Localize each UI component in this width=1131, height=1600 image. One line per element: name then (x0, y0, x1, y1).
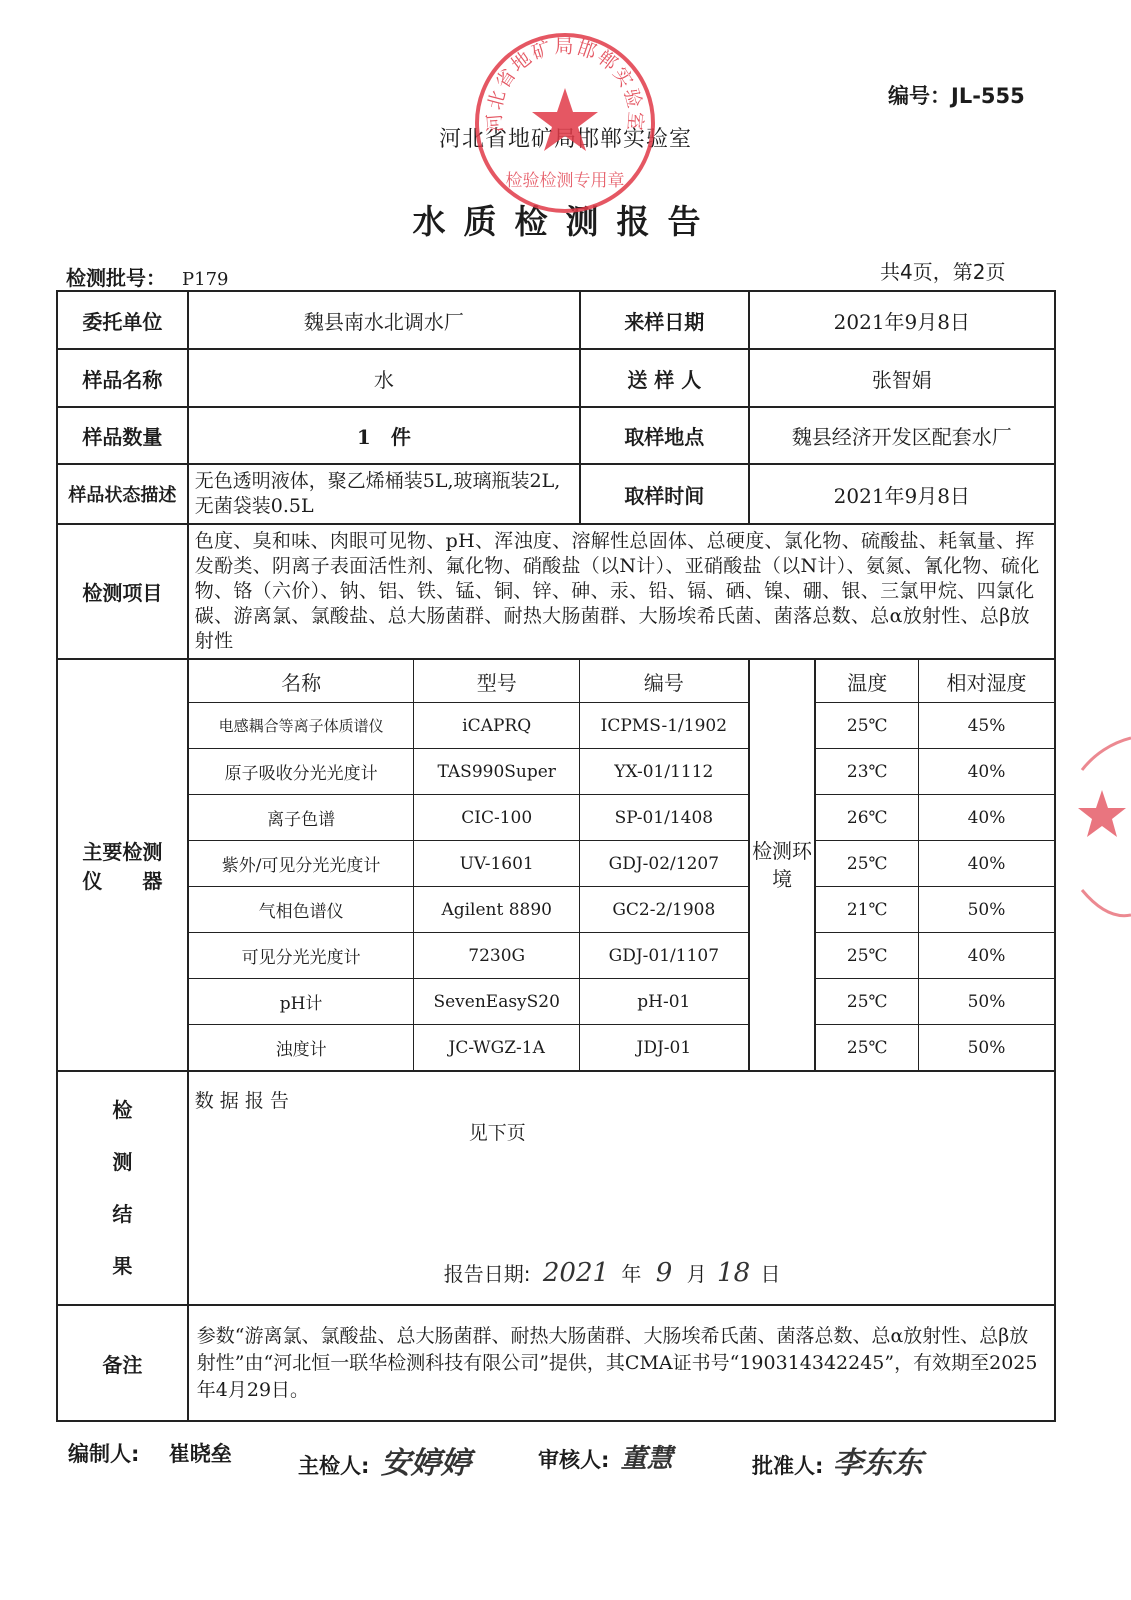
data-report-heading: 数 据 报 告 (194, 1090, 289, 1112)
official-seal (470, 28, 660, 218)
instrument-name: 气相色谱仪 (189, 887, 414, 933)
instrument-row (189, 749, 748, 795)
instrument-model: iCAPRQ (414, 703, 580, 749)
instrument-code: GDJ-02/1207 (580, 841, 748, 887)
temp-value: 25℃ (816, 841, 918, 887)
results-label-char: 测 (112, 1150, 133, 1174)
instrument-row (189, 887, 748, 933)
instrument-model: TAS990Super (414, 749, 580, 795)
humidity-value: 50% (919, 979, 1054, 1025)
results-area (188, 1071, 1055, 1305)
instrument-row (189, 795, 748, 841)
instrument-code: GC2-2/1908 (580, 887, 748, 933)
col-header-humidity: 相对湿度 (919, 660, 1054, 703)
page-info: 共4页，第2页 (880, 260, 1006, 284)
seam-seal-fragment (1062, 730, 1131, 930)
instrument-model: 7230G (414, 933, 580, 979)
results-label-char: 果 (112, 1254, 133, 1278)
instrument-name: pH计 (189, 979, 414, 1025)
instrument-name: 离子色谱 (189, 795, 414, 841)
reviewer-label: 审核人: (538, 1448, 610, 1472)
sample-state-value: 无色透明液体，聚乙烯桶装5L,玻璃瓶装2L,无菌袋装0.5L (188, 464, 580, 524)
env-row (816, 795, 1054, 841)
instrument-code: JDJ-01 (580, 1025, 748, 1071)
instrument-row (189, 933, 748, 979)
remarks-value: 参数“游离氯、氯酸盐、总大肠菌群、耐热大肠菌群、大肠埃希氏菌、菌落总数、总α放射性、总β放射性”由“河北恒一联华检测科技有限公司”提供，其CMA证书号“190314342245”，有效期至2025年4月29日。 (188, 1305, 1055, 1421)
compiler (68, 1438, 232, 1468)
env-row (816, 749, 1054, 795)
report-table (56, 290, 1056, 1422)
client-value: 魏县南水北调水厂 (188, 291, 580, 349)
instruments-label-line1: 主要检测 (82, 840, 163, 864)
env-row (816, 933, 1054, 979)
test-items-label: 检测项目 (57, 524, 188, 659)
temp-value: 25℃ (816, 1025, 918, 1071)
batch-number (66, 262, 228, 291)
sender-value: 张智娟 (749, 349, 1055, 407)
instrument-row (189, 1025, 748, 1071)
col-header-model: 型号 (414, 660, 580, 703)
instrument-model: SevenEasyS20 (414, 979, 580, 1025)
batch-value: P179 (182, 269, 229, 290)
report-date (444, 1258, 781, 1288)
humidity-value: 40% (919, 749, 1054, 795)
receive-date-label: 来样日期 (580, 291, 749, 349)
temp-value: 21℃ (816, 887, 918, 933)
env-row (816, 1025, 1054, 1071)
inspector-label: 主检人: (298, 1454, 370, 1478)
report-date-label: 报告日期: (443, 1262, 531, 1286)
day-unit: 日 (760, 1262, 781, 1286)
approver (752, 1438, 923, 1482)
report-title: 水质检测报告 (412, 202, 719, 241)
see-next-page: 见下页 (468, 1122, 526, 1144)
remarks-label: 备注 (57, 1305, 188, 1421)
env-row (816, 703, 1054, 749)
sample-qty-value: 1 件 (188, 407, 580, 464)
document-number: 编号：JL-555 (888, 84, 1025, 108)
col-header-code: 编号 (580, 660, 748, 703)
instrument-model: JC-WGZ-1A (414, 1025, 580, 1071)
instrument-code: GDJ-01/1107 (580, 933, 748, 979)
env-row (816, 887, 1054, 933)
instrument-name: 可见分光光度计 (189, 933, 414, 979)
humidity-value: 40% (919, 841, 1054, 887)
results-label-char: 检 (112, 1098, 133, 1122)
reviewer (538, 1438, 673, 1475)
temp-value: 26℃ (816, 795, 918, 841)
results-label-char: 结 (112, 1202, 133, 1226)
sampling-time-value: 2021年9月8日 (749, 464, 1055, 524)
inspector (298, 1438, 471, 1482)
instrument-table (189, 660, 748, 1070)
batch-label: 检测批号： (66, 266, 166, 290)
col-header-name: 名称 (189, 660, 414, 703)
instrument-model: CIC-100 (414, 795, 580, 841)
instrument-name: 原子吸收分光光度计 (189, 749, 414, 795)
instruments-label-line2: 仪 器 (82, 869, 163, 893)
approver-signature: 李东东 (832, 1446, 923, 1481)
report-year: 2021 (542, 1258, 610, 1288)
instrument-row (189, 841, 748, 887)
instrument-row (189, 703, 748, 749)
humidity-value: 40% (919, 795, 1054, 841)
env-label: 检测环境 (749, 659, 816, 1071)
instrument-name: 电感耦合等离子体质谱仪 (189, 703, 414, 749)
env-row (816, 979, 1054, 1025)
instrument-row (189, 979, 748, 1025)
humidity-value: 45% (919, 703, 1054, 749)
seal-bottom-text: 检验检测专用章 (505, 171, 625, 191)
instrument-model: Agilent 8890 (414, 887, 580, 933)
client-label: 委托单位 (57, 291, 188, 349)
humidity-value: 40% (919, 933, 1054, 979)
sender-label: 送 样 人 (580, 349, 749, 407)
temp-value: 23℃ (816, 749, 918, 795)
instrument-code: pH-01 (580, 979, 748, 1025)
sampling-place-label: 取样地点 (580, 407, 749, 464)
seal-top-text: 河北省地矿局邯郸实验室 (483, 35, 647, 134)
report-day: 18 (717, 1258, 751, 1288)
instrument-code: SP-01/1408 (580, 795, 748, 841)
sampling-time-label: 取样时间 (580, 464, 749, 524)
environment-table (816, 660, 1054, 1070)
receive-date-value: 2021年9月8日 (749, 291, 1055, 349)
inspector-signature: 安婷婷 (380, 1446, 471, 1481)
sample-name-label: 样品名称 (57, 349, 188, 407)
reviewer-signature: 董慧 (620, 1444, 673, 1474)
month-unit: 月 (686, 1262, 707, 1286)
temp-value: 25℃ (816, 703, 918, 749)
col-header-temp: 温度 (816, 660, 918, 703)
humidity-value: 50% (919, 887, 1054, 933)
instrument-code: ICPMS-1/1902 (580, 703, 748, 749)
test-items-value: 色度、臭和味、肉眼可见物、pH、浑浊度、溶解性总固体、总硬度、氯化物、硫酸盐、耗氧量、挥发酚类、阴离子表面活性剂、氟化物、硝酸盐（以N计）、亚硝酸盐（以N计）、氨氮、氰化物、硫化物、铬（六价）、钠、铝、铁、锰、铜、锌、砷、汞、铅、镉、硒、镍、硼、银、三氯甲烷、四氯化碳、游离氯、氯酸盐、总大肠菌群、耐热大肠菌群、大肠埃希氏菌、菌落总数、总α放射性、总β放射性 (188, 524, 1055, 659)
instrument-code: YX-01/1112 (580, 749, 748, 795)
year-unit: 年 (621, 1262, 642, 1286)
instrument-name: 紫外/可见分光光度计 (189, 841, 414, 887)
sampling-place-value: 魏县经济开发区配套水厂 (749, 407, 1055, 464)
report-month: 9 (655, 1258, 673, 1288)
sample-name-value: 水 (188, 349, 580, 407)
results-label (57, 1071, 188, 1305)
temp-value: 25℃ (816, 933, 918, 979)
compiler-label: 编制人: (68, 1442, 140, 1466)
compiler-name: 崔晓垒 (168, 1442, 232, 1466)
temp-value: 25℃ (816, 979, 918, 1025)
instrument-name: 浊度计 (189, 1025, 414, 1071)
sample-state-label: 样品状态描述 (57, 464, 188, 524)
approver-label: 批准人: (752, 1454, 824, 1478)
humidity-value: 50% (919, 1025, 1054, 1071)
lab-name: 河北省地矿局邯郸实验室 (438, 127, 692, 152)
env-row (816, 841, 1054, 887)
instrument-model: UV-1601 (414, 841, 580, 887)
instruments-label (57, 659, 188, 1071)
sample-qty-label: 样品数量 (57, 407, 188, 464)
